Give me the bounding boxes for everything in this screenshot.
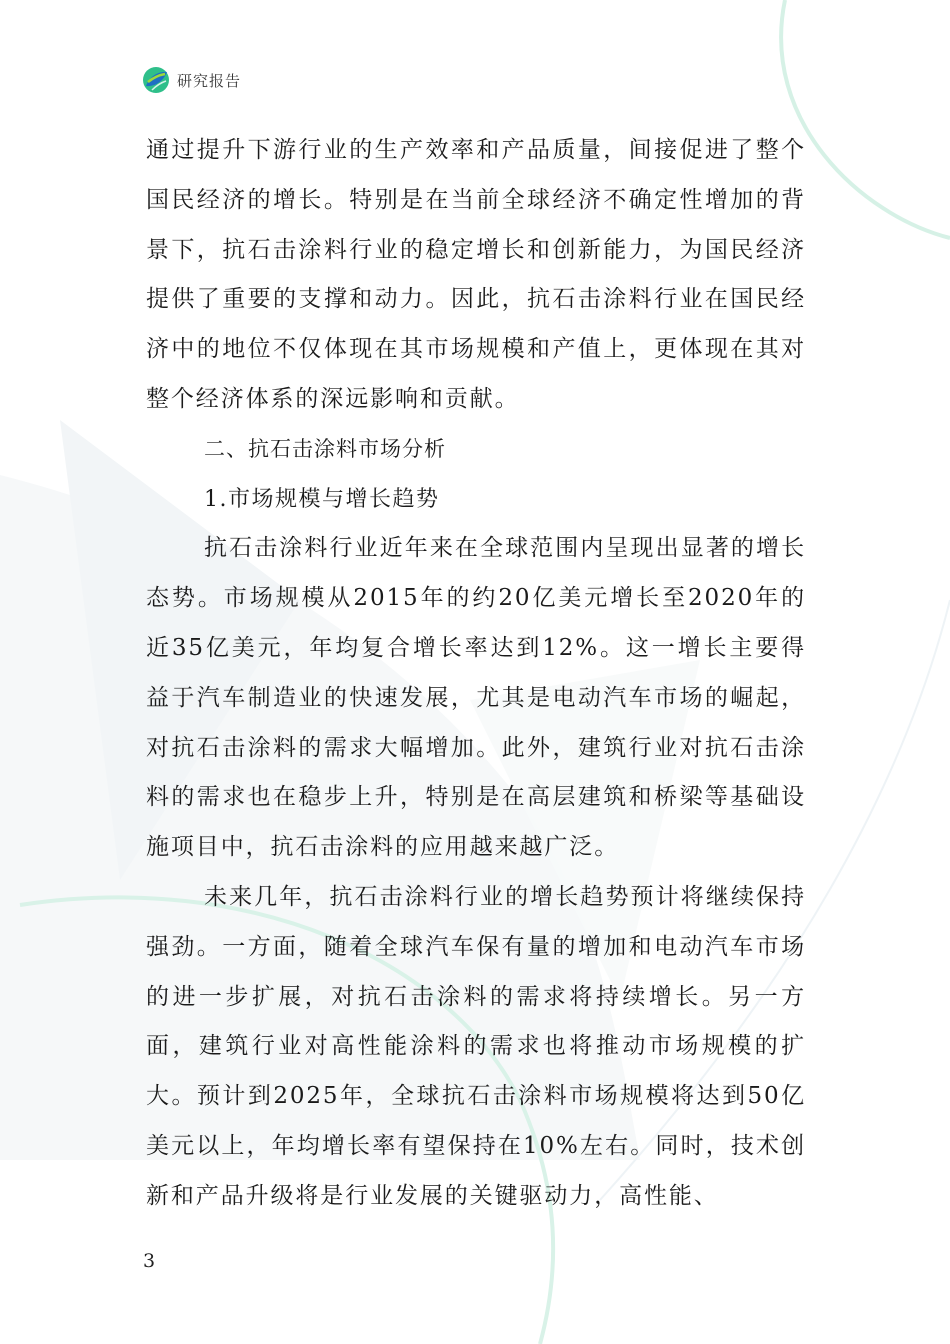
leaf-logo-icon [142, 66, 170, 94]
paragraph-future-trend: 未来几年，抗石击涂料行业的增长趋势预计将继续保持强劲。一方面，随着全球汽车保有量的增加和电动汽车市场的进一步扩展，对抗石击涂料的需求将持续增长。另一方面，建筑行业对高性能涂料的需求也将推动市场规模的扩大。预计到2025年，全球抗石击涂料市场规模将达到50亿美元以上，年均增长率有望保持在10%左右。同时，技术创新和产品升级将是行业发展的关键驱动力，高性能、 [146, 883, 806, 1209]
paragraph-market-size: 抗石击涂料行业近年来在全球范围内呈现出显著的增长态势。市场规模从2015年的约20亿美元增长至2020年的近35亿美元，年均复合增长率达到12%。这一增长主要得益于汽车制造业的快速发展，尤其是电动汽车市场的崛起，对抗石击涂料的需求大幅增加。此外，建筑行业对抗石击涂料的需求也在稳步上升，特别是在高层建筑和桥梁等基础设施项目中，抗石击涂料的应用越来越广泛。 [146, 535, 807, 861]
page-number: 3 [143, 1250, 156, 1272]
document-body [146, 126, 806, 1222]
report-header [142, 66, 241, 94]
paragraph-intro: 通过提升下游行业的生产效率和产品质量，间接促进了整个国民经济的增长。特别是在当前全球经济不确定性增加的背景下，抗石击涂料行业的稳定增长和创新能力，为国民经济提供了重要的支撑和动力。因此，抗石击涂料行业在国民经济中的地位不仅体现在其市场规模和产值上，更体现在其对整个经济体系的深远影响和贡献。 [146, 137, 806, 412]
header-title: 研究报告 [177, 71, 242, 90]
subsection-heading: 1.市场规模与增长趋势 [204, 486, 440, 512]
section-heading: 二、抗石击涂料市场分析 [204, 436, 446, 461]
